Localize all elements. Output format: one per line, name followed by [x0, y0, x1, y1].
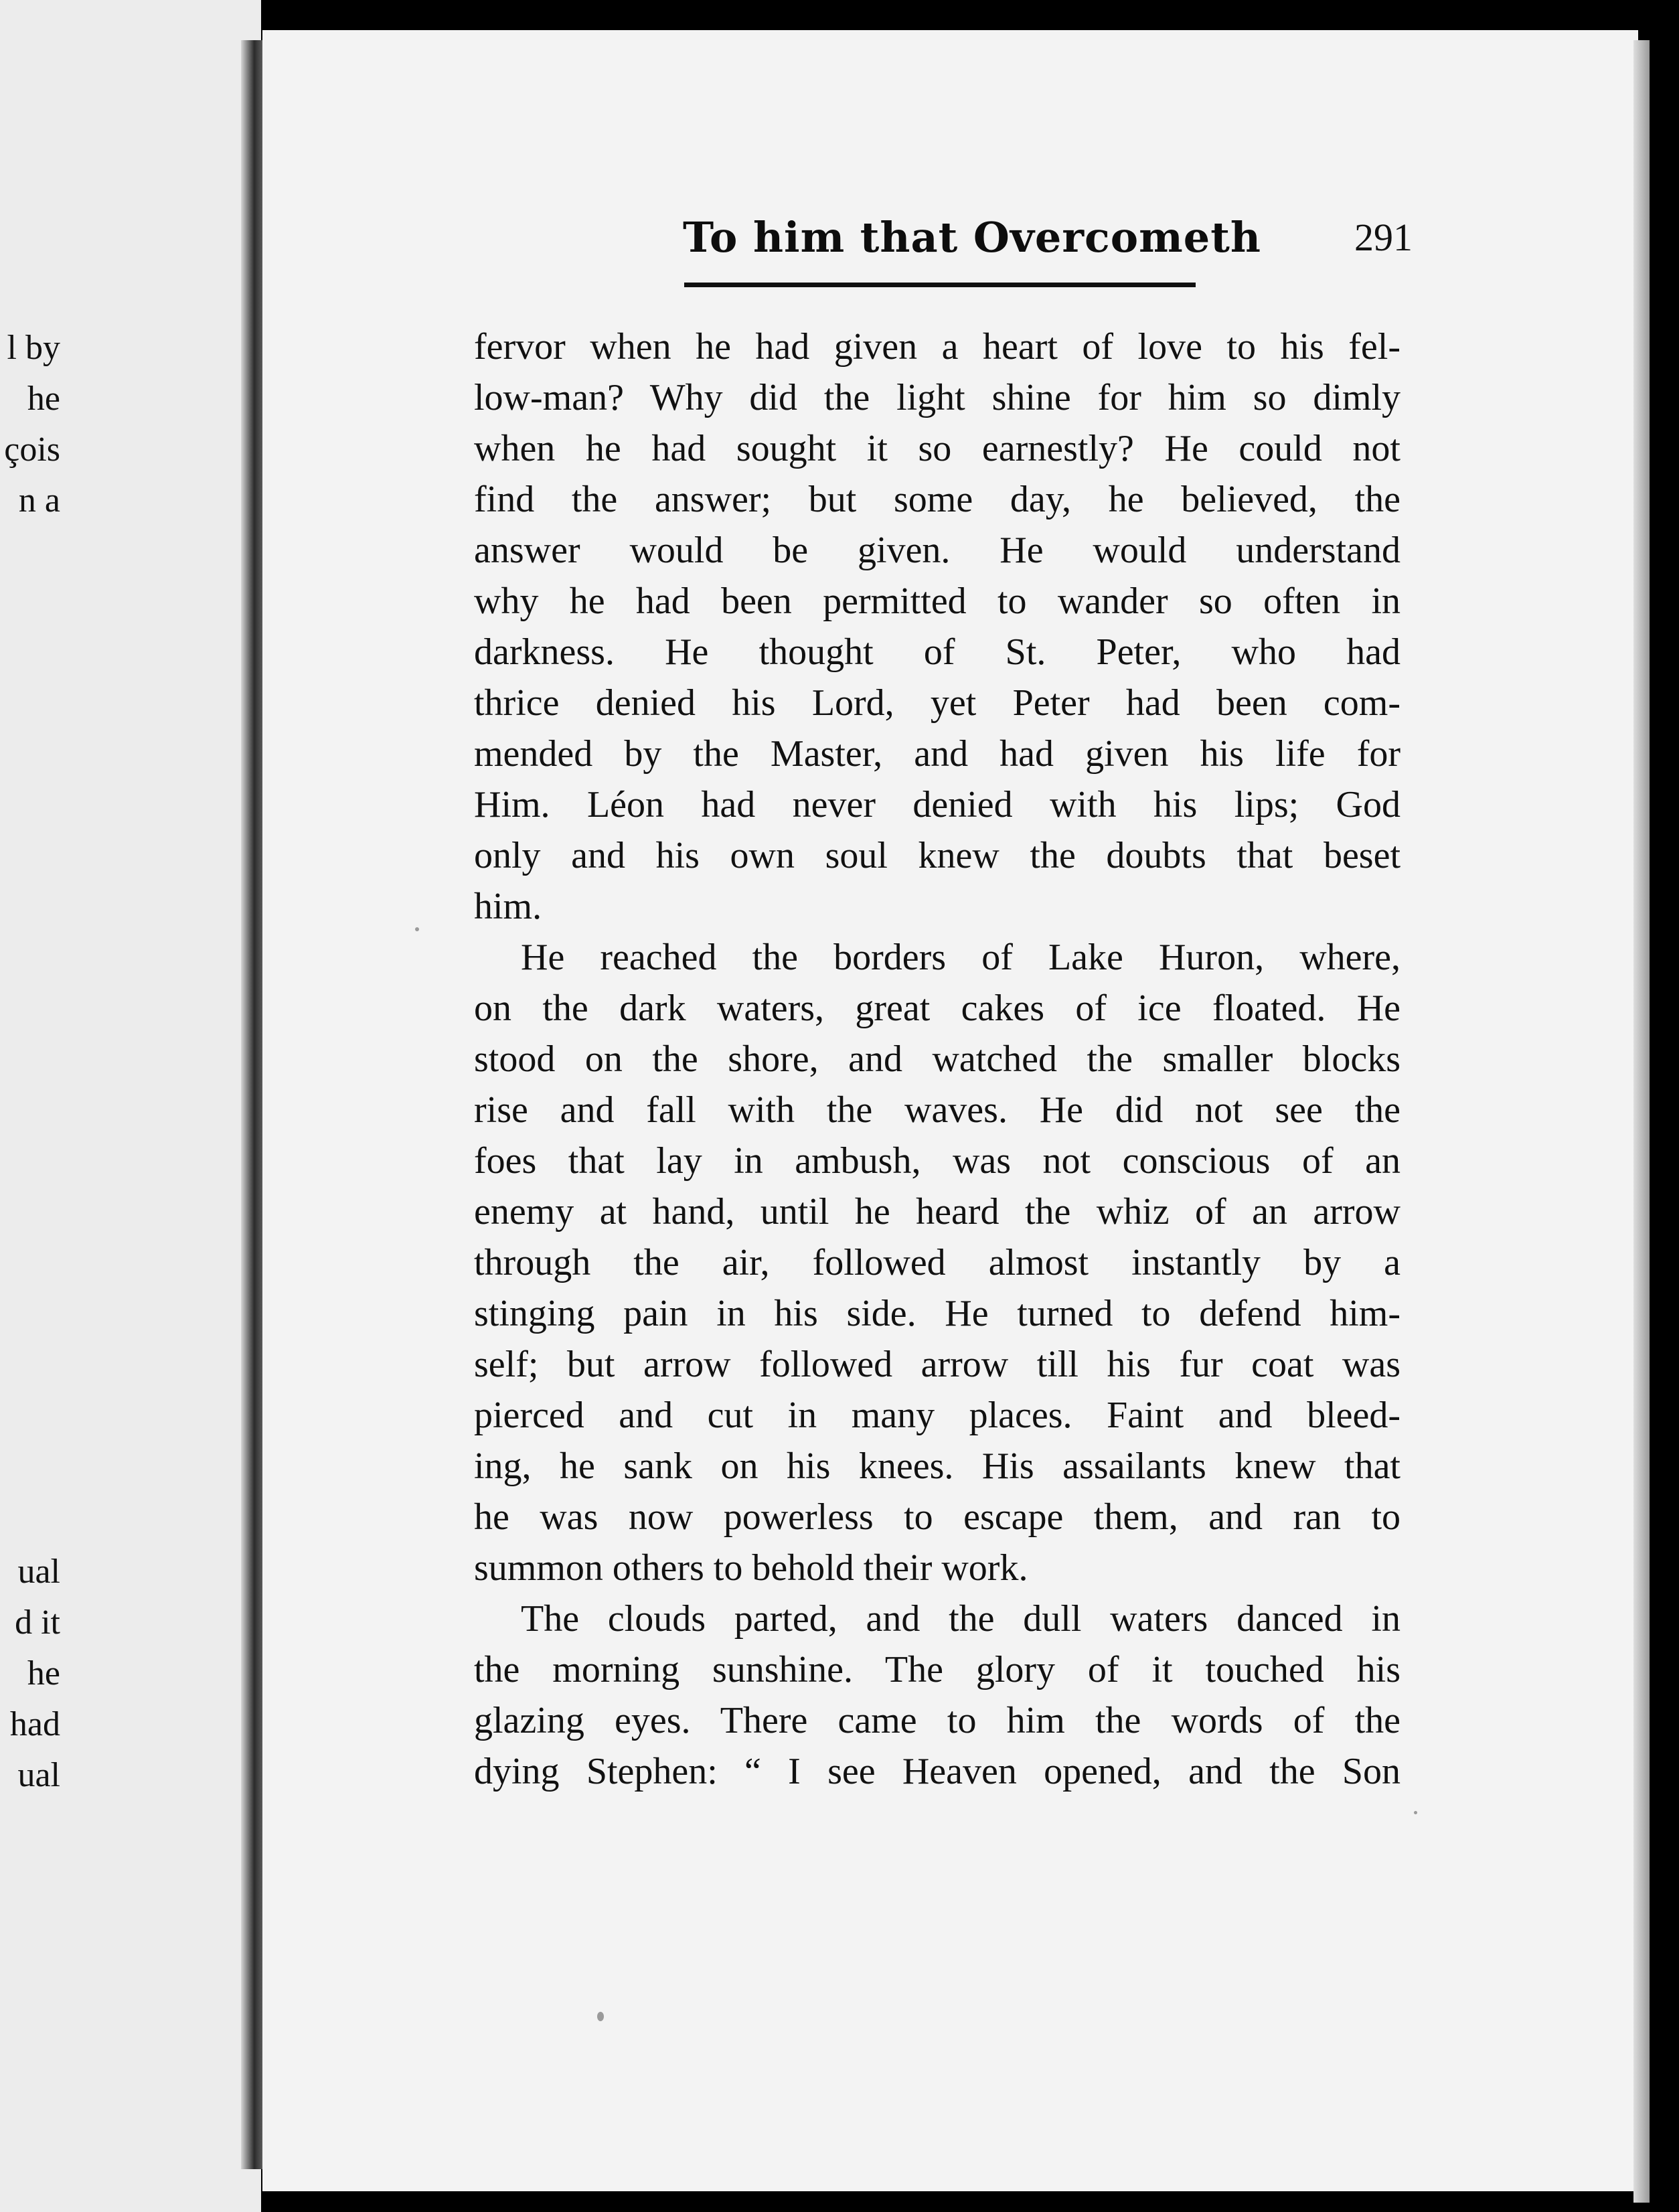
running-head	[0, 208, 1679, 274]
text-line: The clouds parted, and the dull waters danced in	[521, 1598, 1401, 1640]
running-title: To him that Overcometh	[683, 213, 1261, 262]
book-gutter	[241, 40, 265, 2169]
left-page-line-fragment: he	[27, 1654, 60, 1692]
text-line: self; but arrow followed arrow till his fur coat was	[474, 1344, 1401, 1385]
text-line: find the answer; but some day, he believed, the	[474, 479, 1401, 520]
text-line: stinging pain in his side. He turned to defend him-	[474, 1293, 1401, 1334]
left-page-line-fragment: d it	[15, 1603, 60, 1642]
text-line: him.	[474, 886, 542, 927]
page-number: 291	[1354, 216, 1413, 259]
text-line: dying Stephen: “ I see Heaven opened, and the Son	[474, 1751, 1401, 1792]
paper-speck	[597, 2012, 604, 2021]
paper-speck	[415, 927, 419, 931]
left-page-line-fragment: n a	[18, 481, 60, 520]
left-page-line-fragment: ual	[17, 1553, 60, 1591]
text-line: thrice denied his Lord, yet Peter had been com-	[474, 682, 1401, 724]
left-page-line-fragment: çois	[4, 430, 60, 469]
paragraph	[474, 932, 1401, 1593]
header-rule	[684, 283, 1196, 287]
text-line: fervor when he had given a heart of love to his fel-	[474, 326, 1401, 368]
left-page-line-fragment: ual	[17, 1756, 60, 1794]
left-page-line-fragment: had	[9, 1705, 60, 1743]
paper-speck	[1414, 1811, 1417, 1814]
text-line: why he had been permitted to wander so often in	[474, 580, 1401, 622]
text-line: glazing eyes. There came to him the words of the	[474, 1700, 1401, 1741]
text-line: He reached the borders of Lake Huron, where,	[521, 937, 1401, 978]
text-line: through the air, followed almost instantly by a	[474, 1242, 1401, 1283]
text-line: answer would be given. He would understand	[474, 530, 1401, 571]
paragraph	[474, 1593, 1401, 1797]
text-line: mended by the Master, and had given his life for	[474, 733, 1401, 775]
body-text	[474, 321, 1401, 1797]
text-line: low-man? Why did the light shine for him so dimly	[474, 377, 1401, 418]
text-line: stood on the shore, and watched the smaller blocks	[474, 1038, 1401, 1080]
text-line: darkness. He thought of St. Peter, who had	[474, 631, 1401, 673]
text-line: foes that lay in ambush, was not conscious of an	[474, 1140, 1401, 1182]
text-line: rise and fall with the waves. He did not see the	[474, 1089, 1401, 1131]
text-line: enemy at hand, until he heard the whiz of an arrow	[474, 1191, 1401, 1233]
paragraph	[474, 321, 1401, 932]
text-line: ing, he sank on his knees. His assailants knew that	[474, 1445, 1401, 1487]
text-line: Him. Léon had never denied with his lips; God	[474, 784, 1401, 825]
left-page-line-fragment: he	[27, 380, 60, 418]
text-line: the morning sunshine. The glory of it touched his	[474, 1649, 1401, 1690]
text-line: on the dark waters, great cakes of ice floated. He	[474, 988, 1401, 1029]
left-page-edge	[0, 0, 261, 2212]
text-line: he was now powerless to escape them, and ran to	[474, 1496, 1401, 1538]
text-line: pierced and cut in many places. Faint and bleed-	[474, 1395, 1401, 1436]
text-line: summon others to behold their work.	[474, 1547, 1028, 1589]
text-line: when he had sought it so earnestly? He could not	[474, 428, 1401, 469]
text-line: only and his own soul knew the doubts that beset	[474, 835, 1401, 876]
left-page-line-fragment: l by	[7, 329, 60, 367]
page-edge-shadow	[1633, 40, 1650, 2203]
